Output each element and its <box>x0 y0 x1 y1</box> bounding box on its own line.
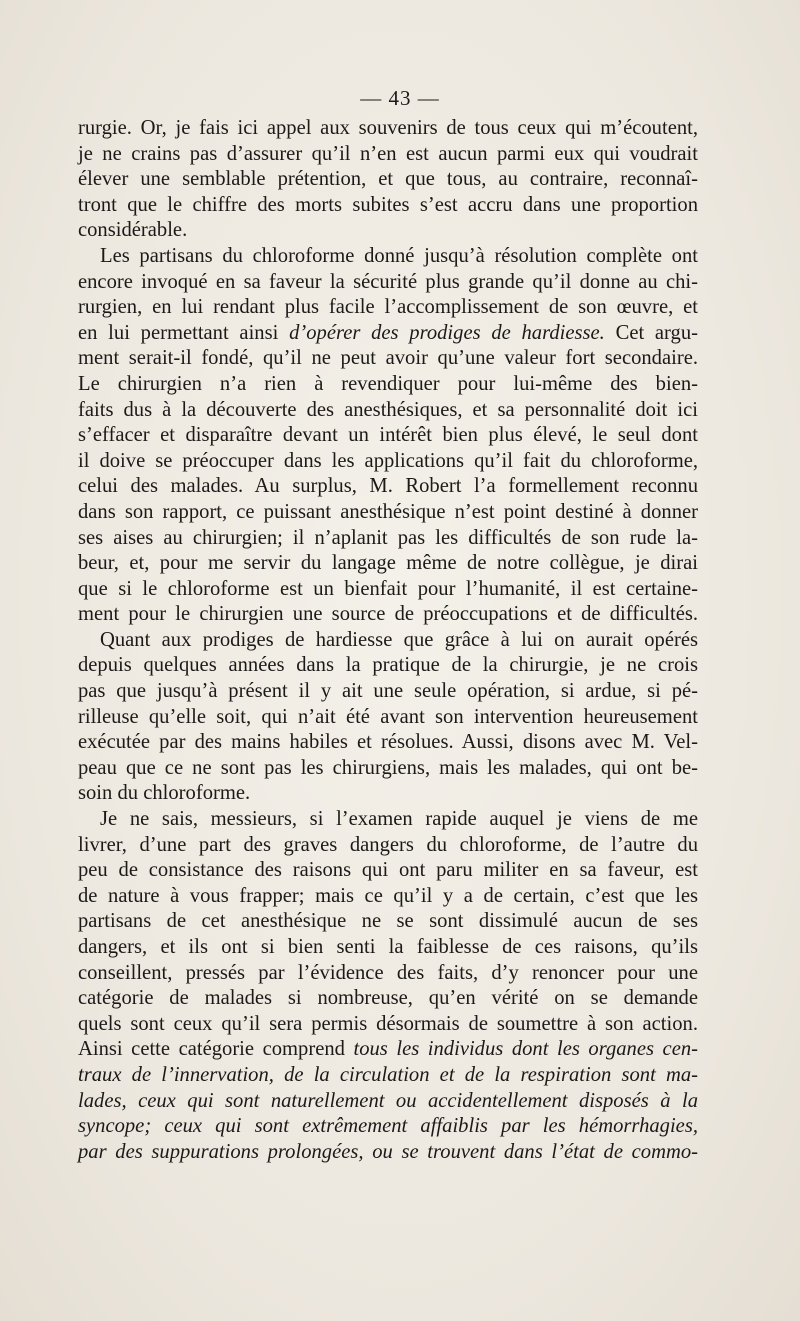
text-line <box>78 577 698 603</box>
text-segment: soin du chloroforme. <box>78 782 251 805</box>
text-line <box>78 961 698 987</box>
text-line <box>78 449 698 475</box>
text-segment: pas que jusqu’à présent il y ait une seule opération, si ardue, si pé- <box>78 680 698 703</box>
text-line <box>78 858 698 884</box>
text-line <box>78 500 698 526</box>
text-line <box>78 244 698 270</box>
text-line <box>78 1012 698 1038</box>
text-segment: en lui permettant ainsi <box>78 321 290 344</box>
text-line <box>78 1037 698 1063</box>
body-text <box>78 116 698 1165</box>
text-line <box>78 602 698 628</box>
text-segment: que si le chloroforme est un bienfait pour l’humanité, il est certaine- <box>78 577 698 600</box>
page-number: — 43 — <box>360 86 440 110</box>
text-line <box>78 142 698 168</box>
text-segment: rurgien, en lui rendant plus facile l’accomplissement de son œuvre, et <box>78 296 698 319</box>
text-line <box>78 628 698 654</box>
text-segment: de nature à vous frapper; mais ce qu’il y a de certain, c’est que les <box>78 884 698 907</box>
text-segment: considérable. <box>78 219 188 242</box>
text-segment: Les partisans du chloroforme donné jusqu’à résolution complète ont <box>100 244 698 267</box>
text-segment: faits dus à la découverte des anesthésiques, et sa personnalité doit ici <box>78 398 698 421</box>
text-line <box>78 807 698 833</box>
text-segment: rilleuse qu’elle soit, qui n’ait été avant son intervention heureusement <box>78 705 698 728</box>
text-line <box>78 218 698 244</box>
text-segment: s’effacer et disparaître devant un intérêt bien plus élevé, le seul dont <box>78 424 698 447</box>
text-line <box>78 474 698 500</box>
text-line <box>78 909 698 935</box>
italic-segment: tous les individus dont les organes cen- <box>353 1038 698 1061</box>
text-segment: quels sont ceux qu’il sera permis désormais de soumettre à son action. <box>78 1012 698 1035</box>
text-line <box>78 833 698 859</box>
italic-segment: lades, ceux qui sont naturellement ou accidentellement disposés à la <box>78 1089 698 1112</box>
text-segment: beur, et, pour me servir du langage même de notre collègue, je dirai <box>78 552 698 575</box>
text-line <box>78 679 698 705</box>
text-segment: dangers, et ils ont si bien senti la faiblesse de ces raisons, qu’ils <box>78 936 698 958</box>
text-segment: catégorie de malades si nombreuse, qu’en vérité on se demande <box>78 987 698 1010</box>
text-segment: tront que le chiffre des morts subites s’est accru dans une proportion <box>78 193 698 216</box>
text-line <box>78 526 698 552</box>
text-line <box>78 653 698 679</box>
text-segment: depuis quelques années dans la pratique de la chirurgie, je ne crois <box>78 654 698 677</box>
text-segment: Je ne sais, messieurs, si l’examen rapide auquel je viens de me <box>100 808 698 831</box>
text-segment: encore invoqué en sa faveur la sécurité plus grande qu’il donne au chi- <box>78 270 698 293</box>
text-line <box>78 1140 698 1166</box>
text-segment: celui des malades. Au surplus, M. Robert l’a formellement reconnu <box>78 475 698 498</box>
text-line <box>78 167 698 193</box>
text-line <box>78 884 698 910</box>
text-line <box>78 346 698 372</box>
text-line <box>78 295 698 321</box>
text-line <box>78 1114 698 1140</box>
italic-segment: traux de l’innervation, de la circulation et de la respiration sont ma- <box>78 1063 698 1086</box>
text-line <box>78 193 698 219</box>
text-segment: livrer, d’une part des graves dangers du chloroforme, de l’autre du <box>78 833 698 856</box>
text-line <box>78 756 698 782</box>
text-line <box>78 986 698 1012</box>
text-line <box>78 270 698 296</box>
text-segment: peu de consistance des raisons qui ont paru militer en sa faveur, est <box>78 859 698 882</box>
text-segment: Ainsi cette catégorie comprend <box>78 1038 354 1061</box>
text-segment: exécutée par des mains habiles et résolues. Aussi, disons avec M. Vel- <box>78 731 698 754</box>
text-line <box>78 372 698 398</box>
text-segment: élever une semblable prétention, et que tous, au contraire, reconnaî- <box>78 168 698 191</box>
text-segment: dans son rapport, ce puissant anesthésique n’est point destiné à donner <box>78 500 698 523</box>
text-line <box>78 705 698 731</box>
text-segment: conseillent, pressés par l’évidence des faits, d’y renoncer pour une <box>78 961 698 984</box>
text-line <box>78 116 698 142</box>
text-line <box>78 1063 698 1089</box>
italic-segment: syncope; ceux qui sont extrêmement affaiblis par les hémorrhagies, <box>78 1115 698 1138</box>
text-segment: Quant aux prodiges de hardiesse que grâce à lui on aurait opérés <box>100 628 698 651</box>
text-segment: rurgie. Or, je fais ici appel aux souvenirs de tous ceux qui m’écoutent, <box>78 117 698 139</box>
italic-segment: d’opérer des prodiges de hardiesse. <box>289 321 605 344</box>
text-line <box>78 781 698 807</box>
text-segment: peau que ce ne sont pas les chirurgiens, mais les malades, qui ont be- <box>78 756 698 779</box>
text-line <box>78 730 698 756</box>
italic-segment: par des suppurations prolongées, ou se trouvent dans l’état de commo- <box>78 1140 698 1163</box>
text-line <box>78 1089 698 1115</box>
text-line <box>78 398 698 424</box>
text-segment: ment pour le chirurgien une source de préoccupations et de difficultés. <box>78 603 698 626</box>
text-line <box>78 551 698 577</box>
text-line <box>78 321 698 347</box>
text-line <box>78 935 698 961</box>
text-segment: ment serait-il fondé, qu’il ne peut avoir qu’une valeur fort secondaire. <box>78 347 698 370</box>
text-segment: ses aises au chirurgien; il n’aplanit pas les difficultés de son rude la- <box>78 526 698 549</box>
text-segment: partisans de cet anesthésique ne se sont dissimulé aucun de ses <box>78 910 698 933</box>
text-segment: Le chirurgien n’a rien à revendiquer pour lui-même des bien- <box>78 372 698 395</box>
text-segment: je ne crains pas d’assurer qu’il n’en est aucun parmi eux qui voudrait <box>78 142 698 165</box>
text-line <box>78 423 698 449</box>
text-segment: il doive se préoccuper dans les applications qu’il fait du chloroforme, <box>78 449 698 472</box>
text-segment: Cet argu- <box>604 321 698 344</box>
